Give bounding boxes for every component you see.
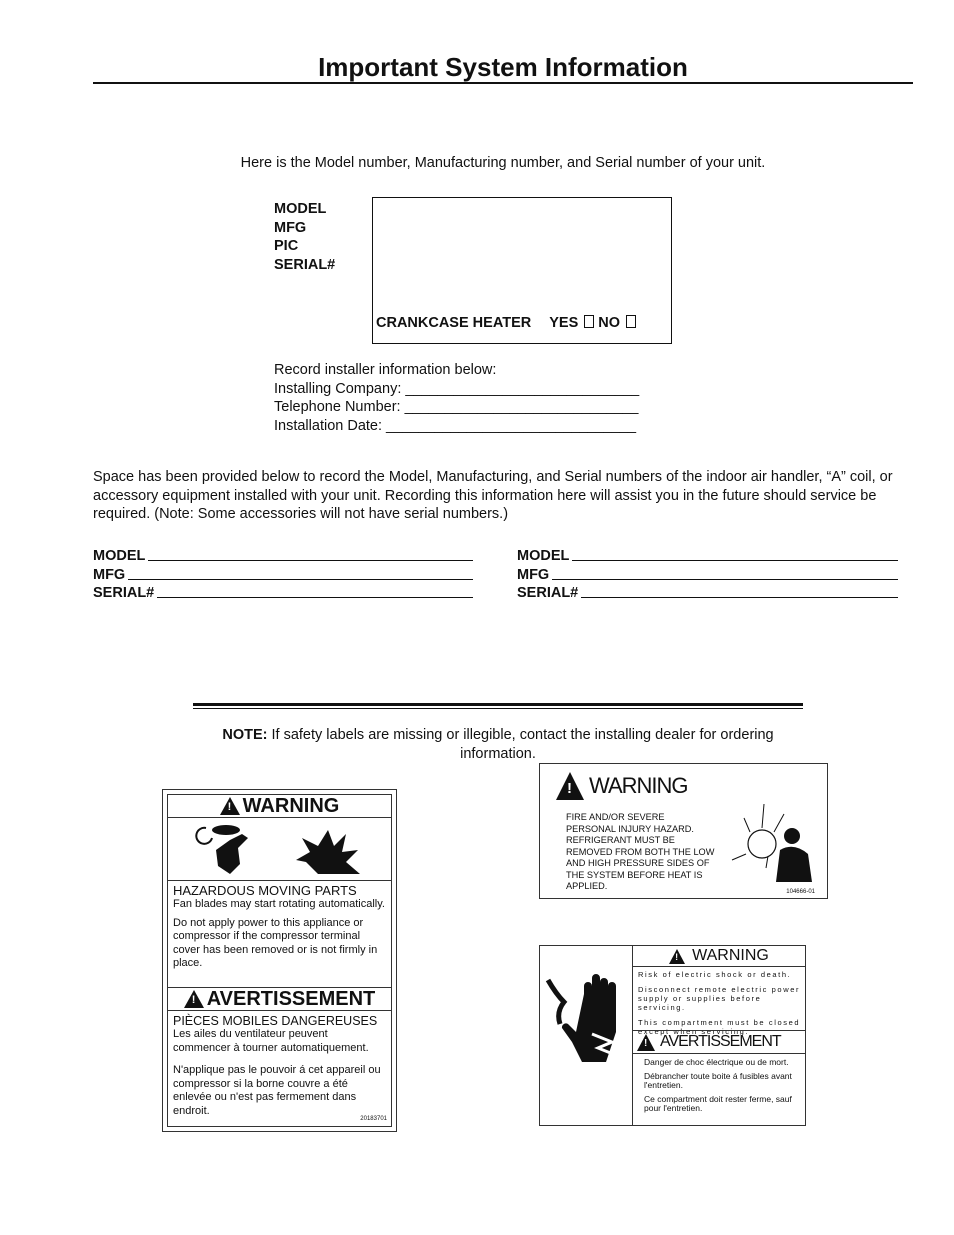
shock-text-en xyxy=(638,970,801,1036)
accessory-serial-field[interactable]: SERIAL# xyxy=(93,584,473,603)
accessory-fields-left xyxy=(93,547,473,603)
warning-triangle-icon: ! xyxy=(184,990,204,1008)
accessory-fields-right xyxy=(517,547,898,603)
model-label: MODEL xyxy=(274,201,327,217)
installer-section xyxy=(274,361,639,436)
telephone-number-field[interactable]: Telephone Number: _____________________________ xyxy=(274,399,639,416)
no-checkbox[interactable] xyxy=(626,315,636,328)
electric-shock-warning-label xyxy=(539,945,806,1126)
hazard-text-fr xyxy=(168,1011,391,1121)
fr-line-2: Débrancher toute boite á fusibles avant l'entretien. xyxy=(644,1070,792,1090)
hazard-line: Fan blades may start rotating automatically. xyxy=(173,898,385,910)
explosion-person-icon xyxy=(722,784,822,884)
hazard-pictograms xyxy=(168,818,391,881)
section-divider xyxy=(193,703,803,706)
warning-triangle-icon: ! xyxy=(220,797,240,815)
crankcase-label: CRANKCASE HEATER xyxy=(376,315,532,331)
en-line-3: This compartment must be closed except when servicing. xyxy=(638,1018,801,1036)
crankcase-heater-row xyxy=(376,315,640,331)
note-bold: NOTE: xyxy=(222,727,268,743)
label-code: 20183701 xyxy=(360,1116,387,1122)
yes-checkbox[interactable] xyxy=(584,315,594,328)
shock-pictogram xyxy=(540,946,633,1125)
warning-header: ! WARNING xyxy=(556,772,688,800)
serial-label: SERIAL# xyxy=(274,256,336,273)
en-line-2: Disconnect remote electric power supply or supplies before servicing. xyxy=(638,985,801,1012)
title-rule xyxy=(93,82,913,84)
fr-line: Les ailes du ventilateur peuvent commencer à tourner automatiquement. xyxy=(173,1028,369,1054)
hazard-body: Do not apply power to this appliance or compressor if the compressor terminal cover has been removed or is not firmly in place. xyxy=(173,916,378,969)
no-label: NO xyxy=(598,315,621,331)
en-line-1: Risk of electric shock or death. xyxy=(638,970,792,979)
avertissement-header: ! AVERTISSEMENT xyxy=(168,988,391,1011)
page-title: Important System Information xyxy=(318,52,688,82)
refrigerant-warning-label xyxy=(539,763,828,899)
hazard-title: HAZARDOUS MOVING PARTS xyxy=(173,883,357,898)
moving-parts-warning-label xyxy=(162,789,397,1132)
accessory-serial-field[interactable]: SERIAL# xyxy=(517,584,898,603)
safety-note xyxy=(193,726,803,764)
shock-text-fr xyxy=(644,1058,799,1114)
warning-triangle-icon: ! xyxy=(556,772,584,800)
accessory-model-field[interactable]: MODEL xyxy=(517,547,898,566)
note-text: If safety labels are missing or illegible, contact the installing dealer for ordering information. xyxy=(267,727,774,762)
accessory-mfg-field[interactable]: MFG xyxy=(517,566,898,585)
warning-triangle-icon: ! xyxy=(637,1034,655,1051)
fr-title: PIÈCES MOBILES DANGEREUSES xyxy=(173,1014,378,1028)
electric-hand-icon xyxy=(540,946,632,1125)
unit-labels xyxy=(274,200,335,274)
installer-heading: Record installer information below: xyxy=(274,362,497,378)
pic-label: PIC xyxy=(274,238,299,254)
installing-company-field[interactable]: Installing Company: _____________________________ xyxy=(274,380,640,397)
warning-header: ! WARNING xyxy=(168,795,391,818)
section-divider-thin xyxy=(193,708,803,709)
warning-header: ! WARNING xyxy=(633,946,805,967)
hand-fan-explosion-icon xyxy=(168,818,392,880)
refrigerant-warning-text: FIRE AND/OR SEVERE PERSONAL INJURY HAZARD. REFRIGERANT MUST BE REMOVED FROM BOTH THE LOW AND HIGH PRESSURE SIDES OF THE SYSTEM BEFORE HEAT IS APPLIED. xyxy=(566,812,715,891)
hazard-text-en xyxy=(168,881,391,988)
unit-info-box xyxy=(372,197,672,344)
label-code: 104666-01 xyxy=(786,889,815,895)
accessory-paragraph: Space has been provided below to record the Model, Manufacturing, and Serial numbers of the indoor air handler, “A” coil, or accessory equipment installed with your unit. Recording this information here will assist you in the future should service be required. (Note: Some accessories will not have serial numbers.) xyxy=(93,469,893,523)
yes-label: YES xyxy=(549,315,579,331)
installation-date-field[interactable]: Installation Date: _______________________________ xyxy=(274,418,637,435)
fr-line-3: Ce compartment doit rester ferme, sauf pour l'entretien. xyxy=(644,1093,792,1113)
fr-body: N'applique pas le pouvoir á cet appareil ou compressor si la borne couvre a été enlevée ou n'est pas fermement dans endroit. xyxy=(173,1064,381,1117)
warning-triangle-icon: ! xyxy=(669,949,685,964)
avertissement-header: ! AVERTISSEMENT xyxy=(633,1030,805,1054)
accessory-model-field[interactable]: MODEL xyxy=(93,547,473,566)
accessory-mfg-field[interactable]: MFG xyxy=(93,566,473,585)
intro-text: Here is the Model number, Manufacturing number, and Serial number of your unit. xyxy=(240,155,766,171)
fr-line-1: Danger de choc électrique ou de mort. xyxy=(644,1057,789,1067)
mfg-label: MFG xyxy=(274,219,307,236)
